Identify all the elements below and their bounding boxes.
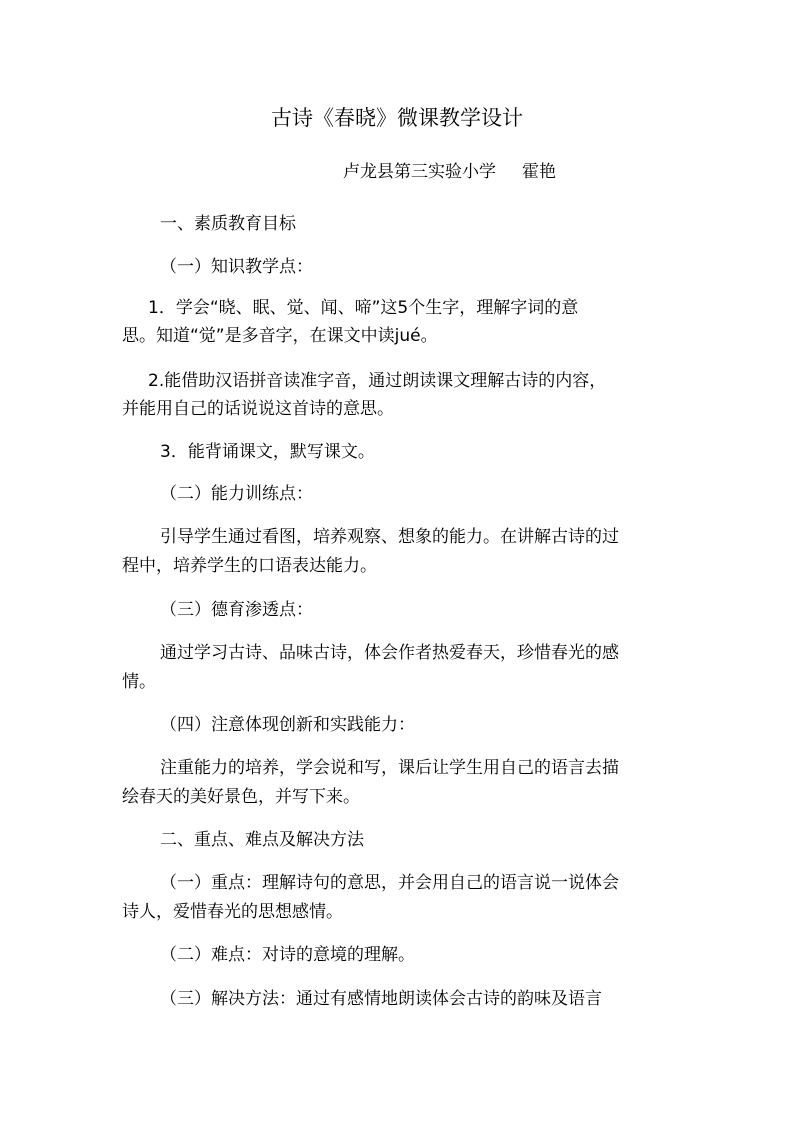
school-name: 卢龙县第三实验小学 xyxy=(343,162,496,182)
paragraph-line: 诗人，爱惜春光的思想感情。 xyxy=(122,902,343,922)
author-name: 霍艳 xyxy=(522,162,556,182)
paragraph-line: 程中，培养学生的口语表达能力。 xyxy=(122,556,377,576)
paragraph-line: 并能用自己的话说说这首诗的意思。 xyxy=(122,399,394,419)
subsection-heading: （四）注意体现创新和实践能力： xyxy=(160,715,415,735)
paragraph-line: 注重能力的培养，学会说和写，课后让学生用自己的语言去描 xyxy=(160,758,619,778)
document-title: 古诗《春晓》微课教学设计 xyxy=(271,106,523,130)
author-line xyxy=(343,160,556,184)
paragraph-line: （一）重点：理解诗句的意思，并会用自己的语言说一说体会 xyxy=(160,873,619,893)
paragraph-line: 3．能背诵课文，默写课文。 xyxy=(160,442,375,462)
paragraph-line: 思。知道“觉”是多音字，在课文中读jué。 xyxy=(122,326,438,346)
paragraph-line: （三）解决方法：通过有感情地朗读体会古诗的韵味及语言 xyxy=(160,989,602,1009)
paragraph-line: 引导学生通过看图，培养观察、想象的能力。在讲解古诗的过 xyxy=(160,527,619,547)
section-heading: 一、素质教育目标 xyxy=(160,214,296,234)
paragraph-line: 1．学会“晓、眠、觉、闻、啼”这5个生字，理解字词的意 xyxy=(148,298,579,318)
section-heading: 二、重点、难点及解决方法 xyxy=(160,830,364,850)
paragraph-line: 通过学习古诗、品味古诗，体会作者热爱春天，珍惜春光的感 xyxy=(160,643,619,663)
subsection-heading: （三）德育渗透点： xyxy=(160,600,313,620)
subsection-heading: （一）知识教学点： xyxy=(160,257,313,277)
paragraph-line: （二）难点：对诗的意境的理解。 xyxy=(160,945,415,965)
paragraph-line: 绘春天的美好景色，并写下来。 xyxy=(122,787,360,807)
subsection-heading: （二）能力训练点： xyxy=(160,484,313,504)
paragraph-line: 情。 xyxy=(122,672,156,692)
paragraph-line: 2.能借助汉语拼音读准字音，通过朗读课文理解古诗的内容， xyxy=(148,371,607,391)
